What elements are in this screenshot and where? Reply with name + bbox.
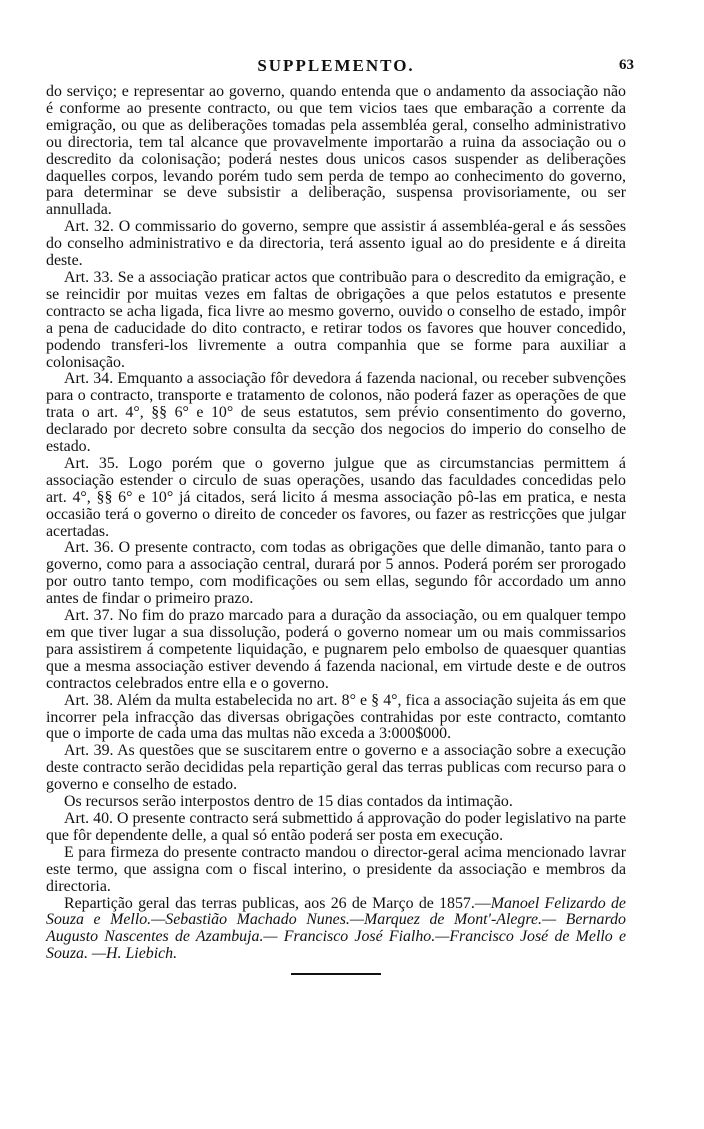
- paragraph-art-38: Art. 38. Além da multa estabelecida no art. 8° e § 4°, fica a associação sujeita ás em que incorrer pela infracção das diversas obrigações contrahidas por este contracto, comtanto que o importe de cada uma das multas não exceda a 3:000$000.: [46, 691, 626, 743]
- paragraph-art-40: Art. 40. O presente contracto será submettido á approvação do poder legislativo na parte que fôr dependente delle, a qual só então poderá ser posta em execução.: [46, 809, 626, 844]
- page-number: 63: [619, 57, 634, 73]
- paragraph-art-34: Art. 34. Emquanto a associação fôr devedora á fazenda nacional, ou receber subvenções para o contracto, transporte e tratamento de colonos, não poderá fazer as operações de que trata o art. 4°, §§ 6° e 10° de seus estatutos, sem prévio consentimento do governo, declarado por decreto sobre consulta da secção dos negocios do imperio do conselho de estado.: [46, 370, 626, 456]
- closing-rule: [291, 973, 381, 975]
- paragraph-art-37: Art. 37. No fim do prazo marcado para a duração da associação, ou em qualquer tempo em que tiver lugar a sua dissolução, poderá o governo nomear um ou mais commissarios para assistirem á competente liquidação, e pugnarem pelo embolso de quaesquer quantias que a mesma associação estiver devendo á fazenda nacional, em virtude deste e de outros contractos celebrados entre ella e o governo.: [46, 607, 626, 692]
- paragraph-art-35: Art. 35. Logo porém que o governo julgue que as circumstancias permittem á associação estender o circulo de suas operações, usando das faculdades concedidas pelo art. 4°, §§ 6° e 10° já citados, será licito á mesma associação pô-las em pratica, e nesta occasião terá o governo o direito de conceder os favores, ou fazer as restricções que julgar acertadas.: [46, 454, 626, 540]
- signature-block: [46, 896, 626, 964]
- paragraph-art-32: Art. 32. O commissario do governo, sempre que assistir á assembléa-geral e ás sessões do conselho administrativo e da directoria, terá assento igual ao do presidente e á direita deste.: [46, 218, 626, 270]
- page-header: [46, 56, 634, 78]
- signature-names: Manoel Felizardo de Souza e Mello.—Sebastião Machado Nunes.—Marquez de Mont'-Alegre.— Bernardo Augusto Nascentes de Azambuja.— Francisco José Fialho.—Francisco José de Mello e Souza. —H. Liebich.: [46, 894, 626, 963]
- document-page: [46, 56, 634, 975]
- running-title: SUPPLEMENTO.: [257, 56, 415, 75]
- paragraph-continuation: do serviço; e representar ao governo, quando entenda que o andamento da associação não é conforme ao presente contracto, ou que tem vicios taes que embaração a corrente da emigração, ou que as deliberações tomadas pela assembléa geral, conselho administrativo ou directoria, tem tal alcance que provavelmente importarão a ruina da associação ou o descredito da colonisação; poderá nestes dous unicos casos suspender as deliberações daquelles corpos, levando porém tudo sem perda de tempo ao conhecimento do governo, para determinar se deve subsistir a deliberação, suspensa provisoriamente, ou ser annullada.: [46, 83, 626, 219]
- paragraph-art-33: Art. 33. Se a associação praticar actos que contribuão para o descredito da emigração, e se reincidir por muitas vezes em faltas de obrigações a que pelos estatutos e presente contracto se acha ligada, fica livre ao mesmo governo, ouvido o conselho de estado, impôr a pena de caducidade do dito contracto, e retirar todos os favores que houver concedido, podendo transferi-los livremente a outra companhia que se forme para auxiliar a colonisação.: [46, 268, 626, 371]
- paragraph-art-39: Art. 39. As questões que se suscitarem entre o governo e a associação sobre a execução deste contracto serão decididas pela repartição geral das terras publicas com recurso para o governo e conselho de estado.: [46, 742, 626, 794]
- signature-place-date: Repartição geral das terras publicas, aos 26 de Março de 1857.—: [64, 894, 491, 912]
- paragraph-recursos: Os recursos serão interpostos dentro de 15 dias contados da intimação.: [64, 793, 513, 811]
- paragraph-art-36: Art. 36. O presente contracto, com todas as obrigações que delle dimanão, tanto para o governo, como para a associação central, durará por 5 annos. Poderá porém ser prorogado por outro tanto tempo, com modificações ou sem ellas, segundo fôr accordado um anno antes de findar o primeiro prazo.: [46, 539, 626, 608]
- paragraph-closing: E para firmeza do presente contracto mandou o director-geral acima mencionado lavrar este termo, que assigna com o fiscal interino, o presidente da associação e membros da directoria.: [46, 843, 626, 895]
- page-body: [46, 84, 626, 963]
